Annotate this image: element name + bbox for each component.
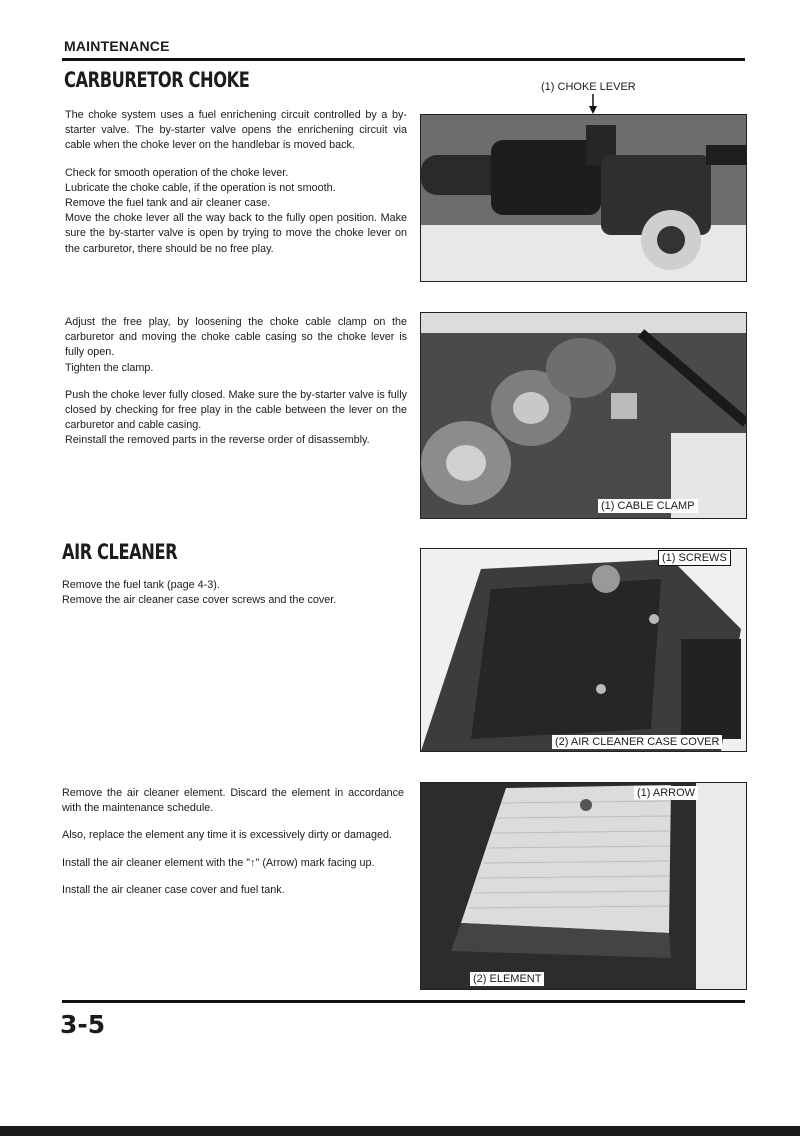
carb-step-tighten: Tighten the clamp.	[65, 361, 154, 374]
bottom-scan-edge	[0, 1126, 800, 1136]
air-step-install-element	[62, 856, 404, 871]
carb-step-adjust: Adjust the free play, by loosening the choke cable clamp on the carburetor and moving the choke cable casing so the choke lever is fully open.	[65, 316, 407, 359]
air-text-block-2	[62, 786, 404, 910]
carb-step-check: Check for smooth operation of the choke lever.	[65, 166, 289, 179]
carb-step-push: Push the choke lever fully closed. Make sure the by-starter valve is fully closed by checking for free play in the cable between the lever on the carburetor and cable casing.	[65, 388, 407, 432]
cable-clamp-label: (1) CABLE CLAMP	[598, 499, 698, 513]
air-step-remove-element: Remove the air cleaner element. Discard the element in accordance with the maintenance schedule.	[62, 787, 404, 815]
carb-paragraph-intro: The choke system uses a fuel enrichening circuit controlled by a by-starter valve. The by-starter valve opens the enrichening circuit via cable when the choke lever on the handlebar is moved back.	[65, 109, 407, 152]
air-cleaner-element-photo	[420, 782, 747, 990]
element-label: (2) ELEMENT	[470, 972, 544, 986]
arrow-label: (1) ARROW	[634, 786, 698, 800]
arrow-mark-icon: ↑	[250, 856, 256, 869]
air-step-remove-tank: Remove the fuel tank (page 4-3).	[62, 579, 220, 591]
carb-text-block-2	[65, 315, 407, 449]
cable-clamp-photo	[420, 312, 747, 519]
choke-lever-photo	[420, 114, 747, 282]
carb-step-move: Move the choke lever all the way back to the fully open position. Make sure the by-starter valve is open by trying to move the choke lever on the carburetor, there should be no free play.	[65, 212, 407, 255]
carburetor-choke-heading: CARBURETOR CHOKE	[64, 68, 250, 92]
air-step-install-cover: Install the air cleaner case cover and fuel tank.	[62, 883, 285, 896]
air-cleaner-cover-photo	[420, 548, 747, 752]
carb-step-lubricate: Lubricate the choke cable, if the operation is not smooth.	[65, 181, 336, 194]
air-cleaner-heading: AIR CLEANER	[62, 540, 178, 564]
footer-rule	[62, 1000, 745, 1003]
carb-step-reinstall: Reinstall the removed parts in the reverse order of disassembly.	[65, 434, 370, 447]
screws-label: (1) SCREWS	[658, 550, 731, 566]
carb-text-block-1	[65, 108, 407, 257]
air-cleaner-case-cover-label: (2) AIR CLEANER CASE COVER	[552, 735, 722, 749]
page-number: 3-5	[60, 1010, 106, 1039]
header-rule	[62, 58, 745, 61]
install-text-after: " (Arrow) mark facing up.	[255, 856, 375, 869]
install-text-before: Install the air cleaner element with the "	[62, 856, 251, 869]
section-label: MAINTENANCE	[64, 38, 170, 54]
air-text-block-1	[62, 578, 404, 608]
choke-lever-label: (1) CHOKE LEVER	[538, 80, 639, 94]
air-step-replace: Also, replace the element any time it is excessively dirty or damaged.	[62, 829, 393, 842]
choke-lever-arrow	[589, 94, 597, 114]
carb-step-remove: Remove the fuel tank and air cleaner case.	[65, 197, 271, 210]
air-step-remove-cover: Remove the air cleaner case cover screws and the cover.	[62, 594, 337, 607]
